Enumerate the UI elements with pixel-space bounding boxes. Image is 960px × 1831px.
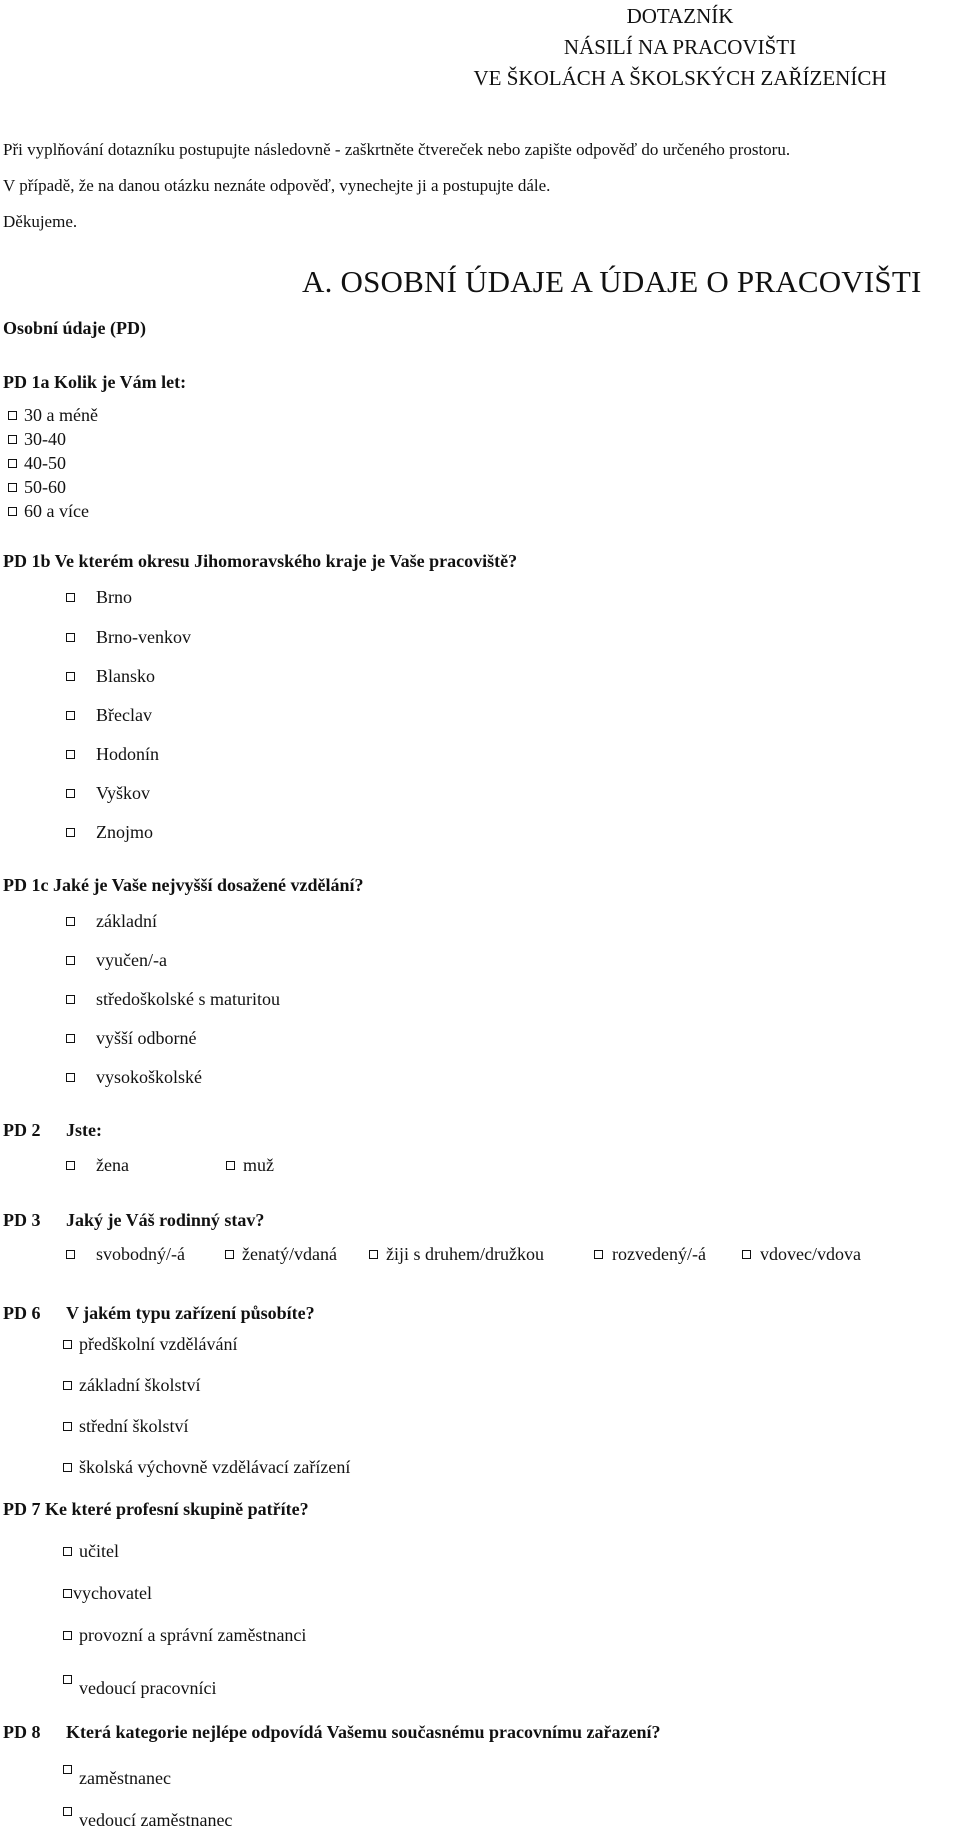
checkbox-icon[interactable] [66,789,75,798]
pd6-code: PD 6 [3,1303,41,1323]
pd2-option-male[interactable]: muž [226,1155,274,1176]
pd3-option[interactable]: svobodný/-á [66,1244,185,1265]
checkbox-icon[interactable] [66,1034,75,1043]
pd8-question: Která kategorie nejlépe odpovídá Vašemu současnému pracovnímu zařazení? [66,1722,661,1742]
personal-data-header: Osobní údaje (PD) [3,318,147,338]
checkbox-icon[interactable] [63,1589,72,1598]
pd1a-option[interactable]: 40-50 [8,453,66,474]
checkbox-icon[interactable] [8,435,17,444]
pd1b-option[interactable]: Brno-venkov [66,627,191,648]
pd3-option[interactable]: žiji s druhem/družkou [369,1244,544,1265]
checkbox-icon[interactable] [66,917,75,926]
pd6-option[interactable]: základní školství [63,1375,200,1396]
checkbox-icon[interactable] [63,1765,72,1774]
pd1b-option[interactable]: Břeclav [66,705,152,726]
pd1a-option[interactable]: 30 a méně [8,405,98,426]
checkbox-icon[interactable] [369,1250,378,1259]
intro-line-2: V případě, že na danou otázku neznáte odpověď, vynechejte ji a postupujte dále. [3,176,551,195]
checkbox-icon[interactable] [66,750,75,759]
checkbox-icon[interactable] [66,828,75,837]
pd6-option[interactable]: předškolní vzdělávání [63,1334,237,1355]
pd1c-option[interactable]: vyučen/-a [66,950,167,971]
pd1a-option[interactable]: 50-60 [8,477,66,498]
checkbox-icon[interactable] [66,1250,75,1259]
pd1b-option[interactable]: Hodonín [66,744,159,765]
checkbox-icon[interactable] [8,411,17,420]
doc-title-line-3: VE ŠKOLÁCH A ŠKOLSKÝCH ZAŘÍZENÍCH [473,66,887,90]
intro-line-3: Děkujeme. [3,212,78,231]
doc-title-line-2: NÁSILÍ NA PRACOVIŠTI [563,35,797,59]
pd6-option[interactable]: školská výchovně vzdělávací zařízení [63,1457,350,1478]
checkbox-icon[interactable] [8,459,17,468]
pd1b-option[interactable]: Blansko [66,666,155,687]
checkbox-icon[interactable] [63,1675,72,1684]
doc-title-line-1: DOTAZNÍK [626,4,734,28]
pd1a-option[interactable]: 30-40 [8,429,66,450]
pd1b-option[interactable]: Znojmo [66,822,153,843]
pd6-option[interactable]: střední školství [63,1416,189,1437]
pd1b-option[interactable]: Vyškov [66,783,150,804]
pd3-code: PD 3 [3,1210,41,1230]
pd2-option-female[interactable]: žena [66,1155,129,1176]
pd2-question: Jste: [66,1120,102,1140]
checkbox-icon[interactable] [225,1250,234,1259]
checkbox-icon[interactable] [742,1250,751,1259]
checkbox-icon[interactable] [226,1161,235,1170]
pd8-option[interactable]: zaměstnanec [63,1763,171,1789]
pd7-option[interactable]: vychovatel [63,1583,152,1604]
checkbox-icon[interactable] [66,995,75,1004]
checkbox-icon[interactable] [66,956,75,965]
checkbox-icon[interactable] [66,672,75,681]
pd1c-option[interactable]: středoškolské s maturitou [66,989,280,1010]
pd8-code: PD 8 [3,1722,41,1742]
checkbox-icon[interactable] [63,1547,72,1556]
pd3-option[interactable]: rozvedený/-á [594,1244,706,1265]
section-a-title: A. OSOBNÍ ÚDAJE A ÚDAJE O PRACOVIŠTI [302,264,922,299]
checkbox-icon[interactable] [8,507,17,516]
pd3-option[interactable]: ženatý/vdaná [225,1244,337,1265]
checkbox-icon[interactable] [66,1161,75,1170]
pd7-option[interactable]: učitel [63,1541,119,1562]
checkbox-icon[interactable] [63,1463,72,1472]
pd8-option[interactable]: vedoucí zaměstnanec [63,1805,232,1831]
intro-line-1: Při vyplňování dotazníku postupujte následovně - zaškrtněte čtvereček nebo zapište odpověď do určeného prostoru. [3,140,791,159]
pd3-option[interactable]: vdovec/vdova [742,1244,861,1265]
pd1c-option[interactable]: základní [66,911,157,932]
pd7-question: PD 7 Ke které profesní skupině patříte? [3,1499,309,1519]
pd1a-question: PD 1a Kolik je Vám let: [3,372,187,392]
checkbox-icon[interactable] [63,1340,72,1349]
checkbox-icon[interactable] [63,1807,72,1816]
pd1c-question: PD 1c Jaké je Vaše nejvyšší dosažené vzdělání? [3,875,364,895]
checkbox-icon[interactable] [63,1631,72,1640]
pd2-code: PD 2 [3,1120,41,1140]
checkbox-icon[interactable] [594,1250,603,1259]
pd7-option[interactable]: vedoucí pracovníci [63,1673,216,1699]
pd7-option[interactable]: provozní a správní zaměstnanci [63,1625,306,1646]
checkbox-icon[interactable] [66,711,75,720]
pd1c-option[interactable]: vysokoškolské [66,1067,202,1088]
pd1a-option[interactable]: 60 a více [8,501,89,522]
pd3-question: Jaký je Váš rodinný stav? [66,1210,265,1230]
checkbox-icon[interactable] [63,1381,72,1390]
checkbox-icon[interactable] [63,1422,72,1431]
pd1b-option[interactable]: Brno [66,587,132,608]
checkbox-icon[interactable] [8,483,17,492]
checkbox-icon[interactable] [66,633,75,642]
pd1c-option[interactable]: vyšší odborné [66,1028,197,1049]
checkbox-icon[interactable] [66,1073,75,1082]
checkbox-icon[interactable] [66,593,75,602]
pd1b-question: PD 1b Ve kterém okresu Jihomoravského kraje je Vaše pracoviště? [3,551,518,571]
pd6-question: V jakém typu zařízení působíte? [66,1303,315,1323]
